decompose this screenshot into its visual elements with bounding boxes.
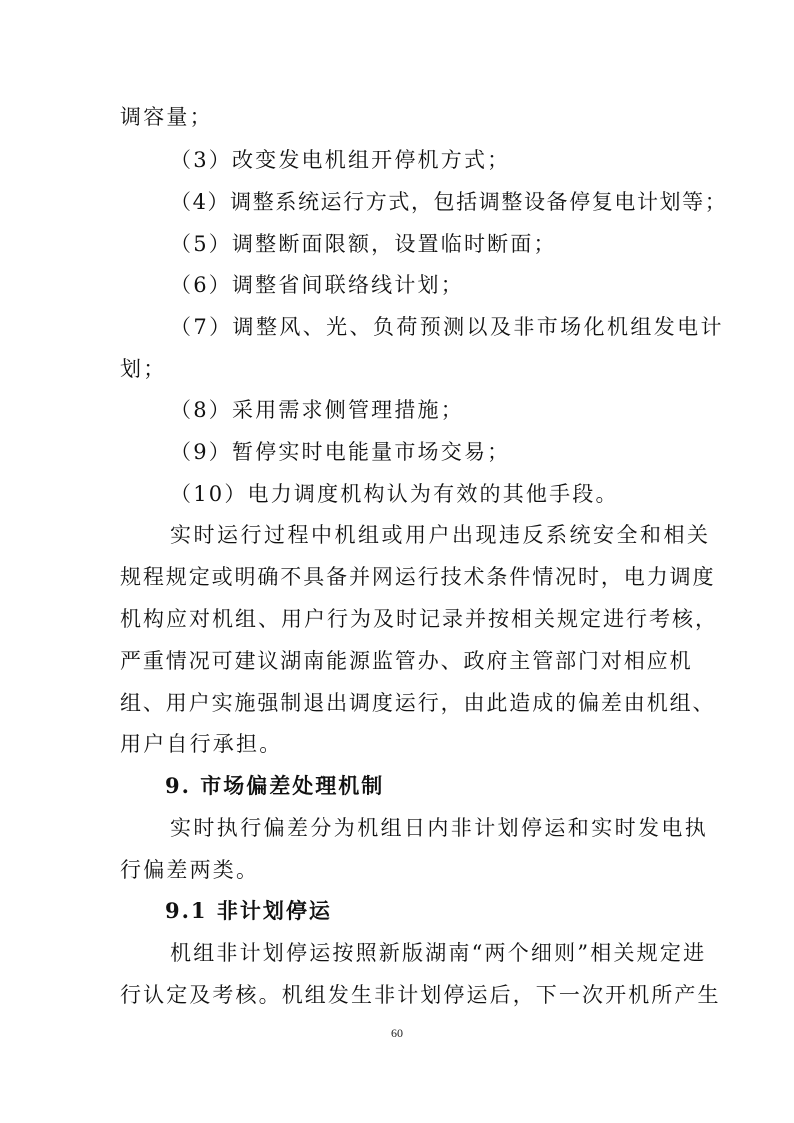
list-item-9: （9）暂停实时电能量市场交易；	[170, 440, 511, 464]
list-item-6: （6）调整省间联络线计划；	[170, 273, 464, 297]
list-item-10: （10）电力调度机构认为有效的其他手段。	[170, 482, 619, 506]
paragraph-line: 实时执行偏差分为机组日内非计划停运和实时发电执	[170, 816, 709, 840]
paragraph-line: 实时运行过程中机组或用户出现违反系统安全和相关	[170, 523, 711, 547]
list-item-7: （7）调整风、光、负荷预测以及非市场化机组发电计	[170, 315, 724, 339]
list-item-5: （5）调整断面限额，设置临时断面；	[170, 232, 557, 256]
paragraph-line: 机组非计划停运按照新版湖南“两个细则”相关规定进	[170, 941, 707, 965]
section-heading-9-1: 9.1 非计划停运	[165, 898, 332, 923]
paragraph-line: 严重情况可建议湖南能源监管办、政府主管部门对相应机	[120, 649, 693, 673]
paragraph-line: 规程规定或明确不具备并网运行技术条件情况时，电力调度	[120, 565, 716, 589]
paragraph-line: 机构应对机组、用户行为及时记录并按相关规定进行考核，	[120, 607, 718, 631]
text-line: 调容量；	[120, 105, 213, 129]
paragraph-line: 行偏差两类。	[120, 858, 260, 882]
list-item-4: （4）调整系统运行方式，包括调整设备停复电计划等；	[170, 190, 728, 214]
paragraph-line: 用户自行承担。	[120, 732, 283, 756]
list-item-8: （8）采用需求侧管理措施；	[170, 398, 464, 422]
list-item-7-continuation: 划；	[120, 357, 167, 381]
paragraph-line: 组、用户实施强制退出调度运行，由此造成的偏差由机组、	[120, 691, 716, 715]
page-number: 60	[391, 1026, 403, 1040]
paragraph-line: 行认定及考核。机组发生非计划停运后，下一次开机所产生	[120, 983, 721, 1007]
section-heading-9: 9. 市场偏差处理机制	[165, 773, 385, 798]
list-item-3: （3）改变发电机组开停机方式；	[170, 148, 511, 172]
